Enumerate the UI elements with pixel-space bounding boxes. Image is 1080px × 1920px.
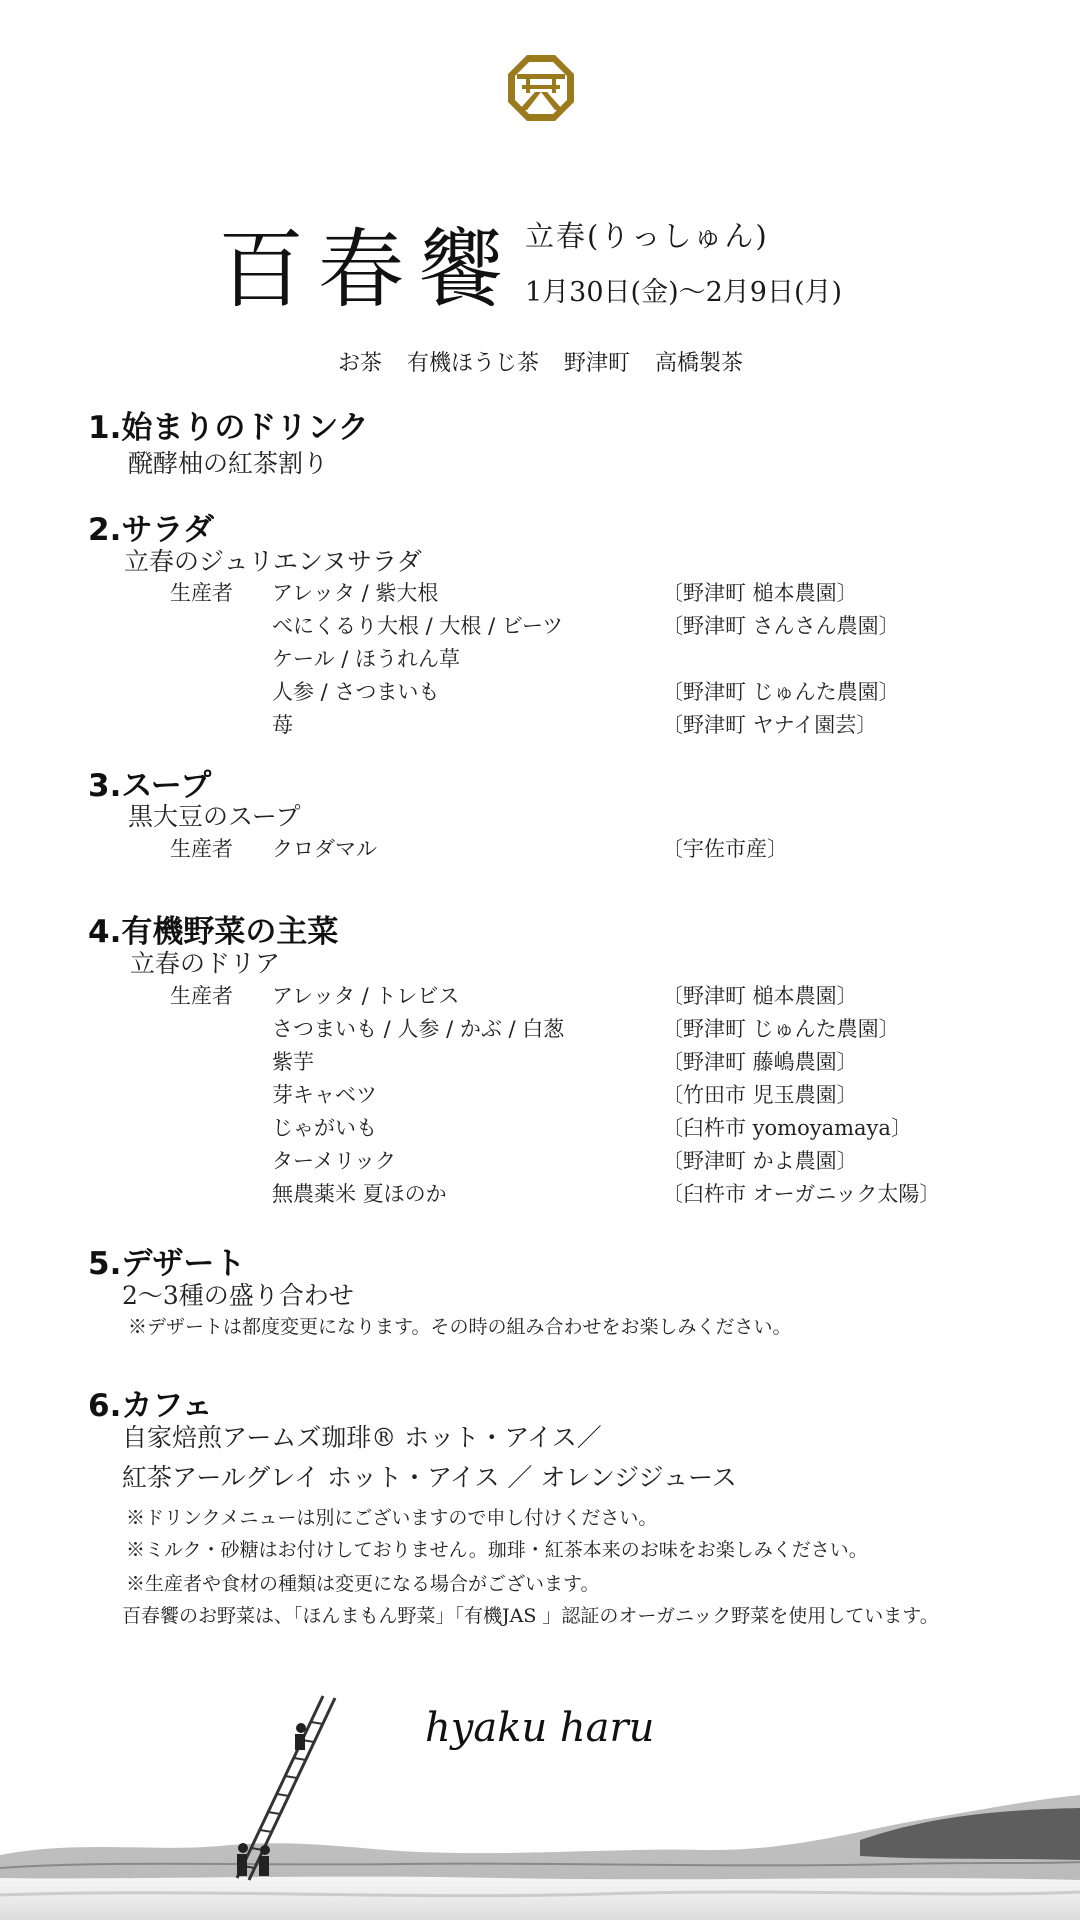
ladder-figures-icon bbox=[225, 1690, 345, 1890]
dish-name: 立春のジュリエンヌサラダ bbox=[124, 547, 422, 576]
ingredient-item: 苺 bbox=[272, 713, 293, 737]
ingredient-item: 紫芋 bbox=[272, 1050, 314, 1074]
dessert-note: ※デザートは都度変更になります。その時の組み合わせをお楽しみください。 bbox=[128, 1316, 792, 1338]
ingredient-item: べにくるり大根 / 大根 / ビーツ bbox=[272, 614, 564, 638]
ingredient-source: 〔野津町 ヤナイ園芸〕 bbox=[662, 713, 878, 737]
footer-note: 百春饗のお野菜は、「ほんまもん野菜」「有機JAS 」認証のオーガニック野菜を使用しています。 bbox=[122, 1605, 939, 1627]
ingredient-source: 〔野津町 じゅんた農園〕 bbox=[662, 1017, 900, 1041]
event-dates: 1月30日(金)〜2月9日(月) bbox=[525, 277, 843, 308]
dish-line: 紅茶アールグレイ ホット・アイス ／ オレンジジュース bbox=[122, 1463, 737, 1492]
ingredient-item: 人参 / さつまいも bbox=[272, 680, 440, 704]
dish-name: 黒大豆のスープ bbox=[128, 802, 301, 831]
ingredient-item: 無農薬米 夏ほのか bbox=[272, 1182, 447, 1206]
ingredient-item: ケール / ほうれん草 bbox=[272, 647, 461, 671]
producer-label: 生産者 bbox=[170, 984, 233, 1008]
dish-name: 立春のドリア bbox=[130, 949, 281, 978]
ingredient-item: ターメリック bbox=[272, 1149, 397, 1173]
ingredient-source: 〔宇佐市産〕 bbox=[662, 837, 788, 861]
svg-text:hyaku haru: hyaku haru bbox=[425, 1705, 655, 1751]
page-title: 百春饗 bbox=[218, 220, 518, 320]
section-heading-soup: 3.スープ bbox=[88, 768, 212, 804]
ingredient-item: 芽キャベツ bbox=[272, 1083, 377, 1107]
ingredient-source: 〔野津町 藤嶋農園〕 bbox=[662, 1050, 858, 1074]
section-heading-dessert: 5.デザート bbox=[88, 1246, 246, 1282]
ladder-figures-ink-landscape-icon bbox=[0, 1760, 1080, 1920]
cafe-note: ※ミルク・砂糖はお付けしておりません。珈琲・紅茶本来のお味をお楽しみください。 bbox=[126, 1539, 868, 1561]
section-heading-salad: 2.サラダ bbox=[88, 512, 215, 548]
ingredient-item: クロダマル bbox=[272, 837, 377, 861]
ingredient-item: じゃがいも bbox=[272, 1116, 377, 1140]
cafe-note: ※ドリンクメニューは別にございますので申し付けください。 bbox=[126, 1507, 658, 1529]
ingredient-source: 〔竹田市 児玉農園〕 bbox=[662, 1083, 858, 1107]
section-heading-drink: 1.始まりのドリンク bbox=[88, 410, 369, 446]
dish-name: 醗酵柚の紅茶割り bbox=[128, 449, 329, 478]
signature-logo bbox=[425, 1695, 655, 1755]
producer-label: 生産者 bbox=[170, 581, 233, 605]
ingredient-source: 〔野津町 槌本農園〕 bbox=[662, 984, 858, 1008]
ingredient-item: アレッタ / 紫大根 bbox=[272, 581, 439, 605]
cafe-note: ※生産者や食材の種類は変更になる場合がございます。 bbox=[126, 1573, 600, 1595]
ingredient-source: 〔臼杵市 オーガニック太陽〕 bbox=[662, 1182, 941, 1206]
tea-line: お茶 有機ほうじ茶 野津町 高橋製茶 bbox=[338, 351, 743, 376]
ingredient-source: 〔野津町 じゅんた農園〕 bbox=[662, 680, 900, 704]
producer-label: 生産者 bbox=[170, 837, 233, 861]
ingredient-source: 〔臼杵市 yomoyamaya〕 bbox=[662, 1116, 912, 1140]
dish-line: 自家焙煎アームズ珈琲® ホット・アイス／ bbox=[122, 1423, 602, 1452]
tea-house-emblem-icon bbox=[505, 52, 577, 124]
ingredient-item: さつまいも / 人参 / かぶ / 白葱 bbox=[272, 1017, 565, 1041]
ingredient-item: アレッタ / トレビス bbox=[272, 984, 460, 1008]
dish-name: 2〜3種の盛り合わせ bbox=[122, 1281, 354, 1310]
section-heading-main: 4.有機野菜の主菜 bbox=[88, 914, 339, 950]
ingredient-source: 〔野津町 さんさん農園〕 bbox=[662, 614, 900, 638]
season-label: 立春(りっしゅん) bbox=[525, 219, 769, 253]
ingredient-source: 〔野津町 槌本農園〕 bbox=[662, 581, 858, 605]
section-heading-cafe: 6.カフェ bbox=[88, 1388, 213, 1424]
ingredient-source: 〔野津町 かよ農園〕 bbox=[662, 1149, 858, 1173]
